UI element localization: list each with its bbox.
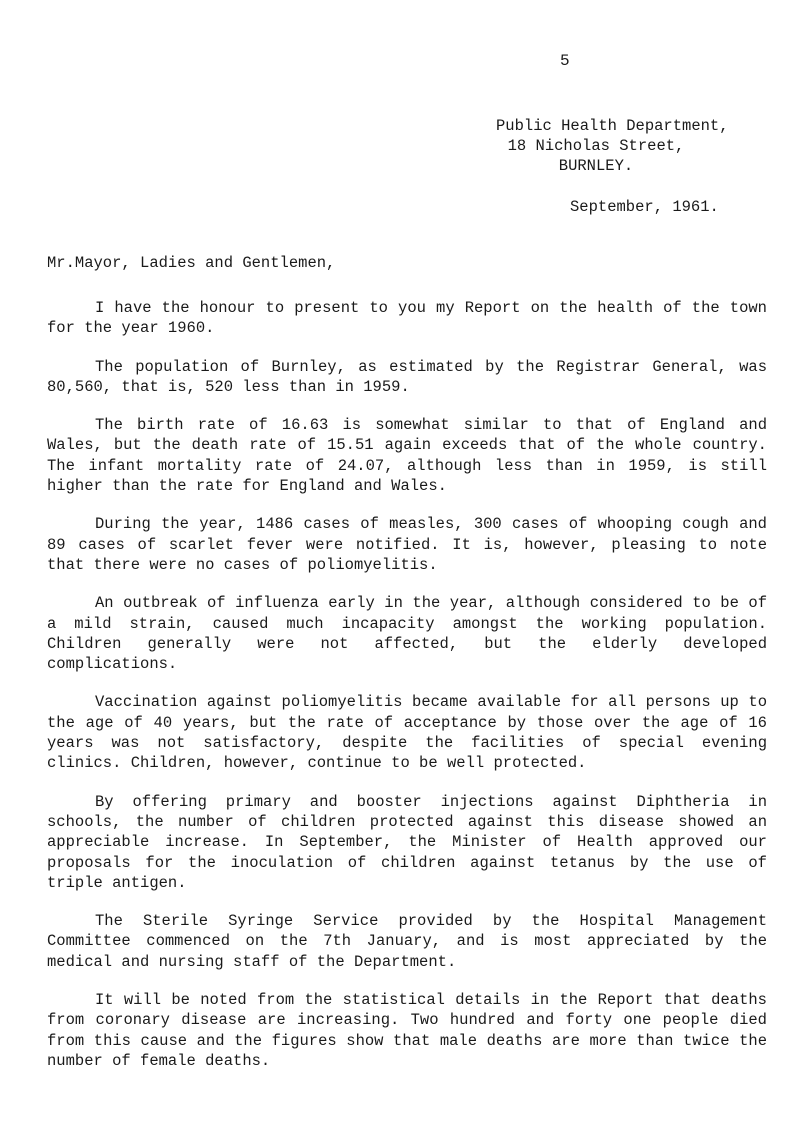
- paragraph-population: The population of Burnley, as estimated by the Registrar General, was 80,560, that is, 520 less than in 1959.: [47, 357, 767, 396]
- paragraph-intro: I have the honour to present to you my Report on the health of the town for the year 1960.: [47, 299, 767, 338]
- paragraph-influenza: An outbreak of influenza early in the year, although considered to be of a mild strain, caused much incapacity amongst the working population. Children generally were not affected, but the elderly developed complications.: [47, 594, 767, 674]
- address-line-street: 18 Nicholas Street,: [507, 137, 685, 155]
- paragraph-coronary-disease: It will be noted from the statistical details in the Report that deaths from coronary disease are increasing. Two hundred and forty one people died from this cause and the figures show that male deaths are more than twice the number of female deaths.: [47, 991, 767, 1070]
- paragraph-birth-death-rates: The birth rate of 16.63 is somewhat similar to that of England and Wales, but the death rate of 15.51 again exceeds that of the whole country. The infant mortality rate of 24.07, although less than in 1959, is still higher than the rate for England and Wales.: [47, 416, 767, 496]
- paragraph-sterile-syringe: The Sterile Syringe Service provided by the Hospital Management Committee commenced on the 7th January, and is most appreciated by the medical and nursing staff of the Department.: [47, 912, 767, 971]
- report-body: [47, 298, 767, 1089]
- address-line-town: BURNLEY.: [558, 157, 634, 175]
- paragraph-notifiable-diseases: During the year, 1486 cases of measles, 300 cases of whooping cough and 89 cases of scarlet fever were notified. It is, however, pleasing to note that there were no cases of poliomyelitis.: [47, 515, 767, 574]
- address-line-department: Public Health Department,: [496, 117, 729, 135]
- sender-address: [496, 116, 729, 176]
- page-number: 5: [560, 52, 570, 70]
- paragraph-polio-vaccination: Vaccination against poliomyelitis became available for all persons up to the age of 40 years, but the rate of acceptance by those over the age of 16 years was not satisfactory, despite the facilities of special evening clinics. Children, however, continue to be well protected.: [47, 693, 767, 773]
- paragraph-diphtheria: By offering primary and booster injections against Diphtheria in schools, the number of children protected against this disease showed an appreciable increase. In September, the Minister of Health approved our proposals for the inoculation of children against tetanus by the use of triple antigen.: [47, 792, 767, 892]
- letter-date: September, 1961.: [570, 198, 719, 216]
- salutation: Mr.Mayor, Ladies and Gentlemen,: [47, 254, 336, 272]
